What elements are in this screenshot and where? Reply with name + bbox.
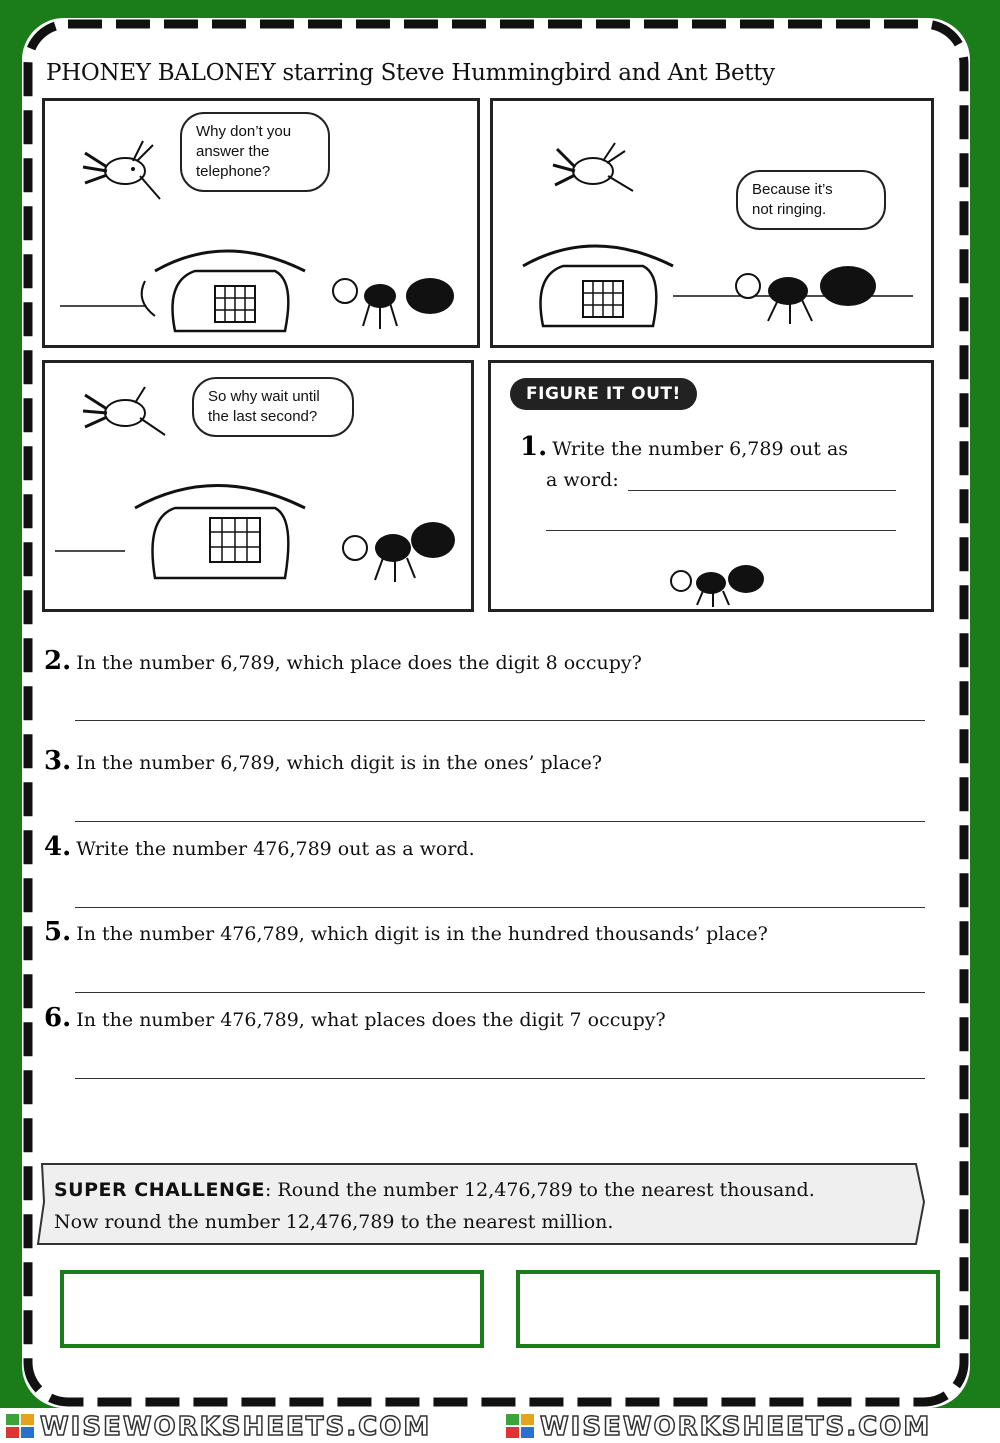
speech-line: So why wait until: [208, 388, 320, 405]
speech-bubble-3: [192, 377, 354, 437]
question-text: In the number 476,789, which digit is in the hundred thousands’ place?: [76, 923, 768, 945]
question-text: Write the number 6,789 out as: [552, 438, 849, 460]
answer-2-input[interactable]: [75, 696, 925, 721]
answer-3-input[interactable]: [75, 797, 925, 822]
question-3: [44, 746, 602, 776]
wiseworksheets-logo-icon: [6, 1414, 34, 1438]
speech-line: telephone?: [196, 163, 271, 180]
super-challenge-line1: : Round the number 12,476,789 to the nearest thousand.: [264, 1179, 815, 1201]
ant-icon: [736, 266, 876, 324]
page-title: PHONEY BALONEY starring Steve Hummingbird and Ant Betty: [46, 60, 775, 86]
footer-brand-1: WISEWORKSHEETS.COM: [40, 1412, 432, 1442]
answer-1b-input[interactable]: [546, 506, 896, 531]
super-challenge-text: [54, 1174, 914, 1238]
telephone-icon: [142, 251, 305, 331]
question-5: [44, 917, 768, 947]
question-number: 1.: [520, 432, 548, 462]
question-text: In the number 476,789, what places does the digit 7 occupy?: [76, 1009, 666, 1031]
speech-line: answer the: [196, 143, 270, 160]
answer-4-input[interactable]: [75, 883, 925, 908]
question-text: Write the number 476,789 out as a word.: [76, 838, 475, 860]
speech-bubble-2: [736, 170, 886, 230]
answer-box-thousand[interactable]: [60, 1270, 484, 1348]
ant-icon: [671, 565, 764, 607]
question-4: [44, 832, 475, 862]
question-number: 5.: [44, 917, 72, 947]
figure-it-out-badge: FIGURE IT OUT!: [510, 378, 697, 410]
question-text: In the number 6,789, which digit is in the ones’ place?: [76, 752, 603, 774]
footer-banner: [0, 1408, 1000, 1443]
answer-6-input[interactable]: [75, 1054, 925, 1079]
answer-box-million[interactable]: [516, 1270, 940, 1348]
hummingbird-icon: [83, 387, 165, 435]
hummingbird-icon: [553, 143, 633, 191]
speech-line: not ringing.: [752, 201, 827, 218]
question-number: 6.: [44, 1003, 72, 1033]
question-number: 4.: [44, 832, 72, 862]
speech-line: Why don’t you: [196, 123, 292, 140]
answer-5-input[interactable]: [75, 968, 925, 993]
ant-icon: [343, 522, 455, 582]
super-challenge-label: SUPER CHALLENGE: [54, 1179, 265, 1201]
speech-line: Because it’s: [752, 181, 833, 198]
super-challenge-line2: Now round the number 12,476,789 to the nearest million.: [54, 1211, 614, 1233]
question-number: 3.: [44, 746, 72, 776]
wiseworksheets-logo-icon: [506, 1414, 534, 1438]
speech-line: the last second?: [208, 408, 318, 425]
question-2: [44, 646, 642, 676]
question-number: 2.: [44, 646, 72, 676]
hummingbird-icon: [83, 141, 160, 199]
question-6: [44, 1003, 666, 1033]
telephone-icon: [135, 486, 305, 579]
question-text: In the number 6,789, which place does the digit 8 occupy?: [76, 652, 642, 674]
footer-brand-2: WISEWORKSHEETS.COM: [540, 1412, 932, 1442]
answer-1a-input[interactable]: [628, 466, 896, 491]
question-1: [520, 432, 848, 462]
ant-icon: [333, 278, 454, 329]
speech-bubble-1: [180, 112, 330, 192]
telephone-icon: [523, 246, 673, 326]
question-1-line2: a word:: [546, 469, 619, 491]
